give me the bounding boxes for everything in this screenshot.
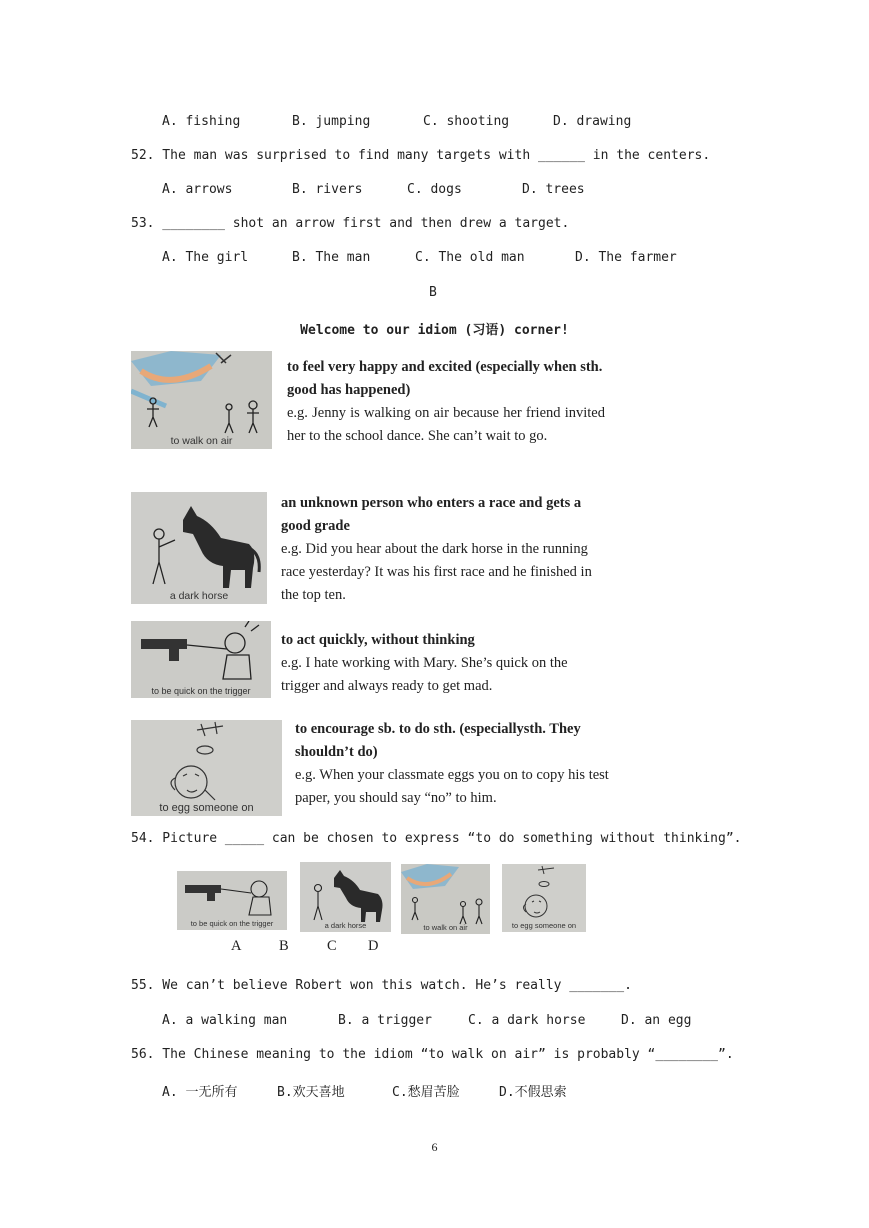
q54-letter-c: C — [327, 938, 337, 954]
dark-horse-caption: a dark horse — [169, 590, 229, 602]
q54-picture-c — [401, 864, 490, 934]
quick-on-trigger-example: e.g. I hate working with Mary. She’s quick on the trigger and always ready to get mad. — [281, 655, 568, 694]
walk-on-air-example: e.g. Jenny is walking on air because her friend invited her to the school dance. She can’t wait to go. — [287, 405, 605, 444]
q52-option-c: C. dogs — [407, 182, 462, 197]
q52-option-d: D. trees — [522, 182, 585, 197]
dark-horse-example: e.g. Did you hear about the dark horse in the running race yesterday? It was his first race and he finished in the top ten. — [281, 541, 592, 603]
q55-option-a: A. a walking man — [162, 1013, 288, 1028]
walk-on-air-meaning: to feel very happy and excited (especially when sth. good has happened) — [287, 359, 603, 398]
quick-on-trigger-picture — [131, 621, 271, 698]
q53-option-b: B. The man — [292, 250, 371, 265]
section-b-label: B — [429, 285, 437, 300]
walk-on-air-picture — [131, 351, 272, 449]
egg-someone-on-example: e.g. When your classmate eggs you on to copy his test paper, you should say “no” to him. — [295, 767, 609, 806]
q51-option-d: D. drawing — [553, 114, 632, 129]
q54-picture-c-caption: to walk on air — [423, 923, 468, 932]
q53-option-c: C. The old man — [415, 250, 525, 265]
q51-option-c: C. shooting — [423, 114, 510, 129]
q54-picture-a — [177, 871, 287, 930]
q56-option-c: C.愁眉苦脸 — [392, 1085, 460, 1100]
q56-stem: 56. The Chinese meaning to the idiom “to walk on air” is probably “________”. — [131, 1047, 734, 1062]
page-number: 6 — [431, 1140, 438, 1154]
q51-option-b: B. jumping — [292, 114, 371, 129]
q55-option-d: D. an egg — [621, 1013, 692, 1028]
q51-option-a: A. fishing — [162, 114, 241, 129]
idiom-egg-someone-on-text — [295, 718, 613, 810]
q54-letter-b: B — [279, 938, 289, 954]
q55-stem: 55. We can’t believe Robert won this watch. He’s really _______. — [131, 978, 632, 993]
q53-stem: 53. ________ shot an arrow first and then drew a target. — [131, 216, 570, 231]
q56-option-b: B.欢天喜地 — [277, 1085, 345, 1100]
q54-letter-d: D — [368, 938, 379, 954]
idiom-walk-on-air-text — [287, 356, 605, 448]
q55-option-c: C. a dark horse — [468, 1013, 586, 1028]
egg-someone-on-picture — [131, 720, 282, 816]
q54-picture-a-caption: to be quick on the trigger — [190, 919, 274, 928]
q52-option-a: A. arrows — [162, 182, 233, 197]
q54-letter-a: A — [231, 938, 242, 954]
dark-horse-picture — [131, 492, 267, 604]
q54-picture-d — [502, 864, 586, 932]
egg-someone-on-meaning: to encourage sb. to do sth. (especiallysth. They shouldn’t do) — [295, 721, 581, 760]
dark-horse-meaning: an unknown person who enters a race and gets a good grade — [281, 495, 582, 534]
walk-on-air-caption: to walk on air — [170, 435, 233, 447]
quick-on-trigger-meaning: to act quickly, without thinking — [281, 632, 475, 648]
q56-option-a: A. 一无所有 — [162, 1085, 238, 1100]
q56-option-d: D.不假思索 — [499, 1085, 567, 1100]
q54-picture-d-caption: to egg someone on — [511, 921, 577, 930]
idiom-dark-horse-text — [281, 492, 613, 607]
q54-picture-b — [300, 862, 391, 932]
quick-on-trigger-caption: to be quick on the trigger — [151, 686, 251, 696]
q52-option-b: B. rivers — [292, 182, 363, 197]
section-b-title: Welcome to our idiom (习语) corner! — [300, 323, 569, 338]
q55-option-b: B. a trigger — [338, 1013, 432, 1028]
q54-stem: 54. Picture _____ can be chosen to express “to do something without thinking”. — [131, 831, 742, 846]
idiom-quick-on-trigger-text — [281, 629, 601, 698]
q54-picture-b-caption: a dark horse — [324, 921, 367, 930]
q53-option-a: A. The girl — [162, 250, 249, 265]
egg-someone-on-caption: to egg someone on — [159, 802, 254, 814]
q53-option-d: D. The farmer — [575, 250, 677, 265]
q52-stem: 52. The man was surprised to find many targets with ______ in the centers. — [131, 148, 711, 163]
